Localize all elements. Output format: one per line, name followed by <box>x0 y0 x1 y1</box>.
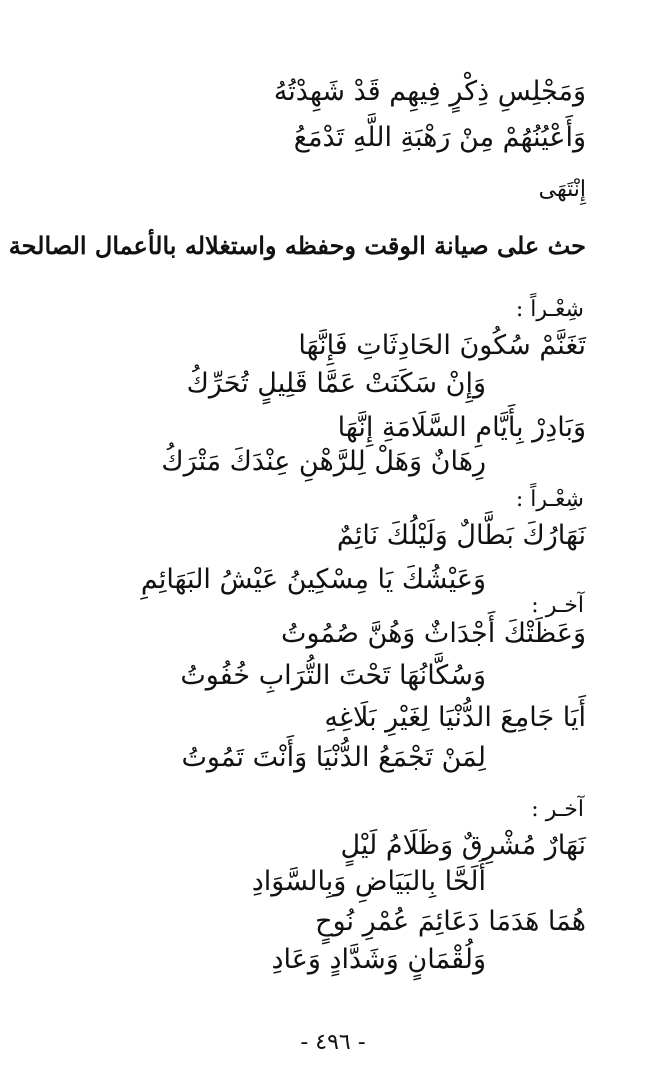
poem-label: شِعْـراً : <box>515 487 584 512</box>
verse-line: نَهَارٌ مُشْرِقٌ وَظَلَامُ لَيْلٍ <box>340 830 586 861</box>
verse-line: وَبَادِرْ بِأَيَّامِ السَّلَامَةِ إِنَّهَا <box>337 412 586 443</box>
poem-label: شِعْـراً : <box>515 297 584 322</box>
poem-label: آخـر : <box>531 593 584 618</box>
verse-line: وَمَجْلِسِ ذِكْرٍ فِيهِم قَدْ شَهِدْتُهُ <box>273 76 586 107</box>
verse-line: وَأَعْيُنُهُمْ مِنْ رَهْبَةِ اللَّهِ تَدْمَعُ <box>293 122 586 153</box>
poem-label: آخـر : <box>531 797 584 822</box>
verse-line: نَهَارُكَ بَطَّالٌ وَلَيْلُكَ نَائِمٌ <box>336 520 586 551</box>
verse-line: وَسُكَّانُهَا تَحْتَ التُّرَابِ خُفُوتُ <box>180 660 486 691</box>
verse-line: وَعَظَتْكَ أَجْدَاثٌ وَهُنَّ صُمُوتُ <box>281 618 586 649</box>
verse-line: أَيَا جَامِعَ الدُّنْيَا لِغَيْرِ بَلَاغِهِ <box>324 702 586 733</box>
end-marker: إِنْتَهَى <box>538 177 586 202</box>
verse-line: هُمَا هَدَمَا دَعَائِمَ عُمْرِ نُوحٍ <box>315 906 586 937</box>
section-heading: حث على صيانة الوقت وحفظه واستغلاله بالأعمال الصالحة <box>8 231 586 260</box>
verse-line: رِهَانٌ وَهَلْ لِلرَّهْنِ عِنْدَكَ مَتْرَكُ <box>161 446 486 477</box>
verse-line: وَلُقْمَانٍ وَشَدَّادٍ وَعَادِ <box>271 944 486 975</box>
page-number: - ٤٩٦ - <box>300 1030 366 1055</box>
verse-line: أَلَحَّا بِالبَيَاضِ وَبِالسَّوَادِ <box>251 866 486 897</box>
verse-line: وَإِنْ سَكَنَتْ عَمَّا قَلِيلٍ تُحَرِّكُ <box>186 368 486 399</box>
verse-line: تَغَنَّمْ سُكُونَ الحَادِثَاتِ فَإِنَّهَا <box>298 330 586 361</box>
verse-line: وَعَيْشُكَ يَا مِسْكِينُ عَيْشُ البَهَائِمِ <box>140 564 486 595</box>
verse-line: لِمَنْ تَجْمَعُ الدُّنْيَا وَأَنْتَ تَمُوتُ <box>181 742 486 773</box>
